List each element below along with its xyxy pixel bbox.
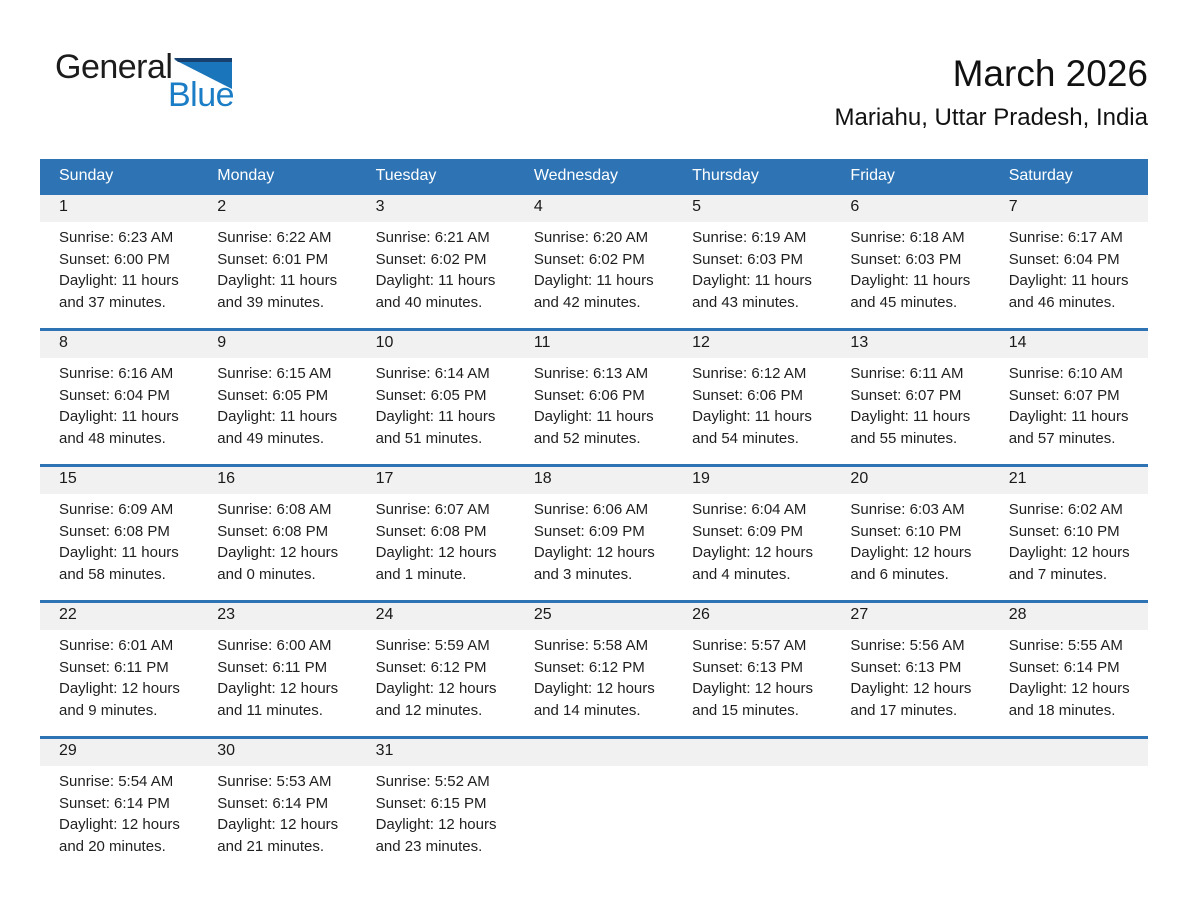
day-number: 11 — [533, 334, 551, 351]
daylight-text-line1: Daylight: 11 hours — [375, 272, 496, 289]
daylight-text-line2: and 17 minutes. — [850, 701, 958, 719]
day-cell — [198, 630, 356, 736]
day-cell — [990, 494, 1148, 600]
daylight-text-line1: Daylight: 11 hours — [692, 408, 812, 425]
sunrise-text: Sunrise: 5:59 AM — [375, 637, 490, 654]
day-number: 25 — [533, 606, 552, 623]
daylight-text-line1: Daylight: 12 hours — [692, 680, 814, 697]
sunrise-text: Sunrise: 6:21 AM — [375, 229, 490, 246]
daylight-text-line2: and 42 minutes. — [533, 293, 641, 311]
week-row — [40, 464, 1148, 600]
day-cell — [990, 222, 1148, 328]
day-cell — [515, 630, 673, 736]
day-number: 22 — [59, 606, 77, 623]
sunrise-text: Sunrise: 6:03 AM — [850, 501, 965, 518]
weekday-cell-thursday: Thursday — [692, 166, 759, 184]
sunrise-text: Sunrise: 5:52 AM — [375, 773, 490, 790]
day-number: 13 — [850, 334, 869, 351]
day-number-band — [40, 195, 1148, 222]
day-number-band — [40, 467, 1148, 494]
daylight-text-line2: and 12 minutes. — [375, 701, 483, 719]
week-row — [40, 192, 1148, 328]
daylight-text-line2: and 18 minutes. — [1008, 701, 1116, 719]
day-number-band — [40, 331, 1148, 358]
sunset-text: Sunset: 6:06 PM — [533, 386, 645, 404]
daylight-text-line1: Daylight: 11 hours — [1008, 408, 1129, 425]
sunrise-text: Sunrise: 6:15 AM — [217, 365, 332, 382]
sunrise-text: Sunrise: 6:04 AM — [692, 501, 807, 518]
sunrise-text: Sunrise: 6:00 AM — [217, 637, 332, 654]
day-number: 5 — [692, 198, 702, 215]
daylight-text-line2: and 23 minutes. — [375, 837, 483, 855]
day-number: 21 — [1008, 470, 1027, 487]
sunrise-text: Sunrise: 6:11 AM — [850, 365, 964, 382]
day-number: 15 — [59, 470, 77, 487]
day-cell — [198, 766, 356, 872]
sunset-text: Sunset: 6:14 PM — [59, 794, 170, 812]
empty-day-number — [515, 739, 673, 766]
calendar-weeks — [40, 192, 1148, 872]
day-number: 3 — [375, 198, 385, 215]
sunrise-text: Sunrise: 6:23 AM — [59, 229, 174, 246]
daylight-text-line2: and 55 minutes. — [850, 429, 958, 447]
daylight-text-line1: Daylight: 12 hours — [1008, 544, 1130, 561]
sunset-text: Sunset: 6:05 PM — [217, 386, 329, 404]
sunrise-text: Sunrise: 6:20 AM — [533, 229, 649, 246]
sunset-text: Sunset: 6:11 PM — [59, 658, 169, 676]
daylight-text-line1: Daylight: 12 hours — [59, 680, 180, 697]
weekday-cell-sunday: Sunday — [59, 166, 114, 184]
day-number: 16 — [217, 470, 236, 487]
daylight-text-line1: Daylight: 11 hours — [850, 272, 971, 289]
daylight-text-line2: and 6 minutes. — [850, 565, 949, 583]
daylight-text-line2: and 46 minutes. — [1008, 293, 1116, 311]
empty-day-number — [673, 739, 831, 766]
sunset-text: Sunset: 6:07 PM — [1008, 386, 1120, 404]
day-detail-band — [40, 358, 1148, 464]
sunset-text: Sunset: 6:08 PM — [59, 522, 170, 540]
daylight-text-line1: Daylight: 12 hours — [375, 680, 497, 697]
weekday-cell-monday: Monday — [217, 166, 275, 184]
sunrise-text: Sunrise: 6:16 AM — [59, 365, 174, 382]
daylight-text-line1: Daylight: 12 hours — [533, 680, 655, 697]
sunset-text: Sunset: 6:06 PM — [692, 386, 804, 404]
daylight-text-line2: and 14 minutes. — [533, 701, 641, 719]
weekday-cell-wednesday: Wednesday — [533, 166, 619, 184]
sunset-text: Sunset: 6:11 PM — [217, 658, 328, 676]
sunrise-text: Sunrise: 6:17 AM — [1008, 229, 1123, 246]
day-number: 24 — [375, 606, 394, 623]
day-cell — [515, 358, 673, 464]
daylight-text-line1: Daylight: 12 hours — [59, 816, 180, 833]
day-detail-band — [40, 630, 1148, 736]
day-cell — [40, 222, 198, 328]
day-cell — [40, 766, 198, 872]
day-number: 17 — [375, 470, 394, 487]
sunrise-text: Sunrise: 6:02 AM — [1008, 501, 1123, 518]
page-header — [0, 0, 1188, 150]
sunset-text: Sunset: 6:08 PM — [217, 522, 329, 540]
sunrise-text: Sunrise: 6:09 AM — [59, 501, 174, 518]
sunset-text: Sunset: 6:15 PM — [375, 794, 487, 812]
daylight-text-line1: Daylight: 11 hours — [533, 272, 654, 289]
logo-text-blue: Blue — [168, 76, 235, 114]
day-cell — [831, 630, 989, 736]
day-cell — [673, 222, 831, 328]
week-row — [40, 600, 1148, 736]
sunrise-text: Sunrise: 5:54 AM — [59, 773, 174, 790]
day-number: 12 — [692, 334, 710, 351]
daylight-text-line2: and 9 minutes. — [59, 701, 158, 719]
sunrise-text: Sunrise: 6:19 AM — [692, 229, 807, 246]
sunset-text: Sunset: 6:00 PM — [59, 250, 170, 268]
page-subtitle: Mariahu, Uttar Pradesh, India — [834, 103, 1148, 131]
sunset-text: Sunset: 6:13 PM — [692, 658, 804, 676]
daylight-text-line1: Daylight: 11 hours — [59, 408, 179, 425]
daylight-text-line2: and 39 minutes. — [217, 293, 325, 311]
day-detail-band — [40, 766, 1148, 872]
daylight-text-line2: and 37 minutes. — [59, 293, 166, 311]
day-cell — [357, 358, 515, 464]
daylight-text-line2: and 58 minutes. — [59, 565, 166, 583]
sunset-text: Sunset: 6:12 PM — [375, 658, 487, 676]
sunset-text: Sunset: 6:09 PM — [533, 522, 645, 540]
sunrise-text: Sunrise: 6:22 AM — [217, 229, 332, 246]
logo-text-general: General — [55, 48, 173, 86]
day-number: 8 — [59, 334, 68, 351]
sunrise-text: Sunrise: 5:57 AM — [692, 637, 807, 654]
day-number: 18 — [533, 470, 552, 487]
day-detail-band — [40, 494, 1148, 600]
day-cell — [357, 630, 515, 736]
sunset-text: Sunset: 6:10 PM — [850, 522, 962, 540]
day-number: 9 — [217, 334, 227, 351]
day-number: 31 — [375, 742, 394, 759]
day-cell — [990, 358, 1148, 464]
day-number-band — [40, 739, 1148, 766]
day-number: 2 — [217, 198, 227, 215]
day-cell — [357, 494, 515, 600]
daylight-text-line1: Daylight: 11 hours — [59, 544, 179, 561]
sunset-text: Sunset: 6:02 PM — [533, 250, 645, 268]
day-cell — [40, 358, 198, 464]
daylight-text-line1: Daylight: 12 hours — [217, 816, 339, 833]
sunset-text: Sunset: 6:02 PM — [375, 250, 487, 268]
day-number: 4 — [533, 198, 543, 215]
daylight-text-line2: and 57 minutes. — [1008, 429, 1116, 447]
day-cell — [40, 494, 198, 600]
sunrise-text: Sunrise: 5:53 AM — [217, 773, 332, 790]
daylight-text-line1: Daylight: 11 hours — [1008, 272, 1129, 289]
empty-day-cell — [673, 766, 831, 872]
sunrise-text: Sunrise: 5:56 AM — [850, 637, 965, 654]
daylight-text-line2: and 54 minutes. — [692, 429, 799, 447]
sunset-text: Sunset: 6:04 PM — [1008, 250, 1120, 268]
day-number: 23 — [217, 606, 236, 623]
day-cell — [515, 222, 673, 328]
day-cell — [40, 630, 198, 736]
day-number: 6 — [850, 198, 860, 215]
weekday-cell-tuesday: Tuesday — [375, 166, 437, 184]
daylight-text-line1: Daylight: 11 hours — [692, 272, 812, 289]
day-number: 28 — [1008, 606, 1027, 623]
daylight-text-line1: Daylight: 12 hours — [375, 816, 497, 833]
day-cell — [831, 358, 989, 464]
day-cell — [357, 222, 515, 328]
daylight-text-line2: and 15 minutes. — [692, 701, 799, 719]
daylight-text-line1: Daylight: 12 hours — [533, 544, 655, 561]
daylight-text-line1: Daylight: 11 hours — [217, 272, 338, 289]
day-number: 20 — [850, 470, 869, 487]
day-cell — [198, 358, 356, 464]
day-cell — [831, 494, 989, 600]
day-number: 30 — [217, 742, 236, 759]
day-cell — [673, 494, 831, 600]
day-detail-band — [40, 222, 1148, 328]
daylight-text-line1: Daylight: 11 hours — [850, 408, 971, 425]
sunrise-text: Sunrise: 6:01 AM — [59, 637, 174, 654]
sunset-text: Sunset: 6:14 PM — [217, 794, 329, 812]
daylight-text-line1: Daylight: 12 hours — [692, 544, 814, 561]
sunset-text: Sunset: 6:01 PM — [217, 250, 329, 268]
empty-day-cell — [515, 766, 673, 872]
page-title: March 2026 — [952, 53, 1148, 94]
day-number-band — [40, 603, 1148, 630]
daylight-text-line2: and 0 minutes. — [217, 565, 316, 583]
day-number: 26 — [692, 606, 710, 623]
daylight-text-line2: and 40 minutes. — [375, 293, 483, 311]
day-number: 1 — [59, 198, 68, 215]
sunrise-text: Sunrise: 5:55 AM — [1008, 637, 1123, 654]
sunrise-text: Sunrise: 6:14 AM — [375, 365, 490, 382]
day-cell — [357, 766, 515, 872]
sunrise-text: Sunrise: 6:12 AM — [692, 365, 807, 382]
sunset-text: Sunset: 6:09 PM — [692, 522, 804, 540]
daylight-text-line1: Daylight: 11 hours — [59, 272, 179, 289]
daylight-text-line1: Daylight: 11 hours — [533, 408, 654, 425]
sunset-text: Sunset: 6:07 PM — [850, 386, 962, 404]
general-blue-logo — [55, 50, 234, 112]
day-cell — [673, 358, 831, 464]
day-cell — [198, 494, 356, 600]
day-cell — [515, 494, 673, 600]
sunset-text: Sunset: 6:14 PM — [1008, 658, 1120, 676]
week-row — [40, 736, 1148, 872]
sunset-text: Sunset: 6:05 PM — [375, 386, 487, 404]
sunrise-text: Sunrise: 5:58 AM — [533, 637, 649, 654]
day-number: 7 — [1008, 198, 1018, 215]
daylight-text-line2: and 3 minutes. — [533, 565, 633, 583]
daylight-text-line2: and 11 minutes. — [217, 701, 323, 719]
daylight-text-line2: and 49 minutes. — [217, 429, 325, 447]
sunset-text: Sunset: 6:04 PM — [59, 386, 170, 404]
daylight-text-line2: and 51 minutes. — [375, 429, 483, 447]
sunrise-text: Sunrise: 6:06 AM — [533, 501, 649, 518]
empty-day-number — [831, 739, 989, 766]
empty-day-cell — [990, 766, 1148, 872]
sunset-text: Sunset: 6:03 PM — [692, 250, 804, 268]
day-cell — [990, 630, 1148, 736]
sunset-text: Sunset: 6:08 PM — [375, 522, 487, 540]
weekday-cell-friday: Friday — [850, 166, 895, 184]
weekday-cell-saturday: Saturday — [1008, 166, 1073, 184]
calendar-table — [40, 159, 1148, 872]
daylight-text-line1: Daylight: 12 hours — [375, 544, 497, 561]
daylight-text-line1: Daylight: 11 hours — [375, 408, 496, 425]
day-number: 27 — [850, 606, 869, 623]
daylight-text-line1: Daylight: 12 hours — [850, 680, 972, 697]
daylight-text-line2: and 48 minutes. — [59, 429, 166, 447]
daylight-text-line2: and 4 minutes. — [692, 565, 791, 583]
daylight-text-line2: and 20 minutes. — [59, 837, 166, 855]
day-number: 14 — [1008, 334, 1027, 351]
sunrise-text: Sunrise: 6:10 AM — [1008, 365, 1123, 382]
sunset-text: Sunset: 6:13 PM — [850, 658, 962, 676]
sunrise-text: Sunrise: 6:13 AM — [533, 365, 649, 382]
daylight-text-line2: and 43 minutes. — [692, 293, 799, 311]
daylight-text-line1: Daylight: 12 hours — [217, 680, 339, 697]
sunrise-text: Sunrise: 6:08 AM — [217, 501, 332, 518]
day-cell — [831, 222, 989, 328]
empty-day-cell — [831, 766, 989, 872]
sunrise-text: Sunrise: 6:07 AM — [375, 501, 490, 518]
sunset-text: Sunset: 6:03 PM — [850, 250, 962, 268]
day-cell — [198, 222, 356, 328]
day-cell — [673, 630, 831, 736]
sunset-text: Sunset: 6:12 PM — [533, 658, 645, 676]
day-number: 19 — [692, 470, 710, 487]
weekday-header-row — [40, 159, 1148, 192]
sunset-text: Sunset: 6:10 PM — [1008, 522, 1120, 540]
daylight-text-line2: and 45 minutes. — [850, 293, 958, 311]
day-number: 10 — [375, 334, 394, 351]
daylight-text-line2: and 21 minutes. — [217, 837, 325, 855]
daylight-text-line1: Daylight: 12 hours — [217, 544, 339, 561]
daylight-text-line1: Daylight: 12 hours — [1008, 680, 1130, 697]
daylight-text-line2: and 52 minutes. — [533, 429, 641, 447]
sunrise-text: Sunrise: 6:18 AM — [850, 229, 965, 246]
daylight-text-line1: Daylight: 11 hours — [217, 408, 338, 425]
empty-day-number — [990, 739, 1148, 766]
week-row — [40, 328, 1148, 464]
daylight-text-line2: and 1 minute. — [375, 565, 467, 583]
daylight-text-line1: Daylight: 12 hours — [850, 544, 972, 561]
daylight-text-line2: and 7 minutes. — [1008, 565, 1108, 583]
day-number: 29 — [59, 742, 77, 759]
